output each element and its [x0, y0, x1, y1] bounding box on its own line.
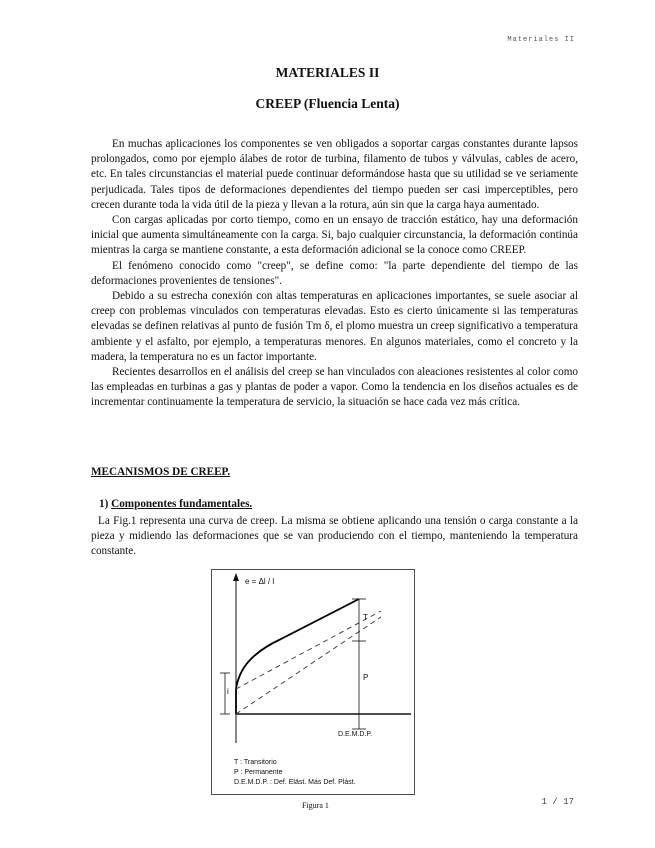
paragraph: Recientes desarrollos en el análisis del creep se han vinculados con aleaciones resistentes al color como las empleadas en turbinas a gas y plantas de poder a vapor. Como la tendencia en los diseños actuales es de incrementar continuamente la temperatura de servicio, la situación se hace cada vez más crítica. — [91, 366, 578, 409]
legend-item: T : Transitorio — [234, 759, 277, 766]
running-header: Materiales II — [507, 36, 575, 44]
intro-text — [91, 514, 578, 560]
creep-curve — [236, 599, 359, 714]
subsection-number: 1) — [99, 498, 109, 510]
paragraph: Con cargas aplicadas por corto tiempo, como en un ensayo de tracción estático, hay una deformación inicial que aumenta simultáneamente con la carga. Si, bajo cualquier circunstancia, la deformación continúa mientras la carga se mantiene constante, a esta deformación adicional se la conoce como CREEP. — [91, 214, 578, 257]
page-number: 1 / 17 — [541, 797, 574, 807]
section-heading-period: . — [227, 466, 231, 478]
axis-label: e = Δl / l — [245, 577, 275, 586]
label-i: i — [227, 687, 229, 696]
paragraph: Debido a su estrecha conexión con altas temperaturas en aplicaciones importantes, se suele asociar al creep con problemas vinculados con temperaturas elevadas. Esto es cierto únicamente si las temperaturas elevadas se definen relativas al punto de fusión Tm δ, el plomo muestra un creep significativo a temperatura ambiente y el asfalto, por ejemplo, a temperaturas menores. En algunos materiales, como el concreto y la madera, la temperatura no es un factor importante. — [91, 290, 578, 363]
document-subtitle: CREEP (Fluencia Lenta) — [255, 96, 400, 111]
label-P: P — [363, 673, 369, 682]
y-axis-arrow — [233, 573, 239, 581]
document-title: MATERIALES II — [275, 65, 380, 80]
label-T: T — [363, 613, 368, 622]
paragraph: En muchas aplicaciones los componentes se ven obligados a soportar cargas constantes durante lapsos prolongados, como por ejemplo álabes de rotor de turbina, filamento de tubos y válvulas, cables de acero, etc. En tales circunstancias el material puede continuar deformándose hasta que su utilidad se ve seriamente perjudicada. Tales tipos de deformaciones dependientes del tiempo pueden ser casi imperceptibles, pero crecen durante toda la vida útil de la pieza y llevan a la rotura, aún sin que la carga haya aumentado. — [91, 138, 578, 211]
body-text — [91, 137, 578, 411]
section-heading — [91, 466, 230, 478]
paragraph: El fenómeno conocido como "creep", se define como: "la parte dependiente del tiempo de las deformaciones provenientes de tensiones". — [91, 259, 578, 287]
creep-curve-diagram — [211, 569, 431, 813]
paragraph: La Fig.1 representa una curva de creep. La misma se obtiene aplicando una tensión o carga constante a la pieza y midiendo las deformaciones que se van produciendo con el tiempo, manteniendo la temperatura constante. — [91, 515, 578, 558]
legend-item: P : Permanente — [234, 769, 283, 776]
section-heading-text: MECANISMOS DE CREEP — [91, 466, 228, 478]
creep-curve-figure — [211, 569, 431, 813]
subsection-title: Componentes fundamentales. — [111, 498, 253, 510]
legend-item: D.E.M.D.P. : Def. Eläst. Más Def. Plást. — [234, 779, 356, 786]
label-def: D.E.M.D.P. — [338, 731, 373, 738]
figure-caption: Figura 1 — [302, 801, 329, 810]
subsection-heading — [99, 498, 252, 510]
